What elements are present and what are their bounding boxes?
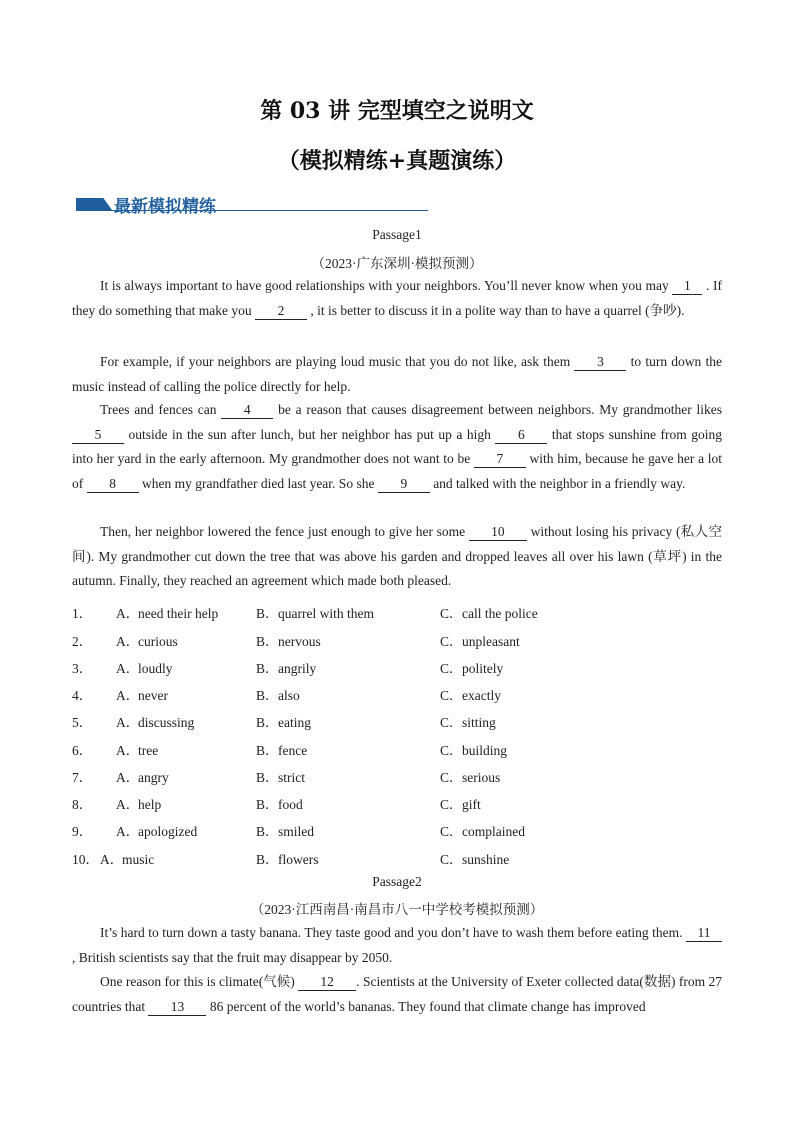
- option-text: eating: [278, 715, 311, 730]
- passage1-paragraph-3: [72, 398, 722, 496]
- passage1-paragraph-1: [72, 274, 722, 323]
- option-text: angry: [138, 770, 169, 785]
- option-text: apologized: [138, 824, 198, 839]
- blank-6: 6: [495, 427, 547, 444]
- paragraph-text: without losing his privacy (私人空间). My grandmother cut down the tree that was above his garden and dropped leaves all over his lawn (草坪) in the autumn. Finally, they reached an agreement which made both pleased.: [72, 524, 722, 588]
- option-letter: C．: [440, 770, 463, 785]
- option-text: serious: [462, 770, 501, 785]
- paragraph-text: Then, her neighbor lowered the fence just enough to give her some: [100, 524, 469, 539]
- option-row: [72, 820, 722, 840]
- passage2-source: （2023·江西南昌·南昌市八一中学校考模拟预测）: [250, 902, 544, 917]
- option-row: [72, 739, 722, 759]
- option-text: flowers: [278, 852, 319, 867]
- blank-3: 3: [574, 354, 626, 371]
- option-c[interactable]: [440, 739, 507, 759]
- option-row: [72, 602, 722, 622]
- paragraph-text: For example, if your neighbors are playing loud music that you do not like, ask them: [100, 354, 575, 369]
- option-number: 4．: [72, 688, 93, 703]
- option-text: call the police: [462, 606, 538, 621]
- option-c[interactable]: [440, 711, 496, 731]
- option-c[interactable]: [440, 602, 538, 622]
- option-row: [72, 766, 722, 786]
- paragraph-text: when my grandfather died last year. So she: [138, 475, 378, 491]
- option-letter: C．: [440, 852, 463, 867]
- blank-2: 2: [255, 303, 307, 320]
- option-text: angrily: [278, 661, 317, 676]
- paragraph-text: It’s hard to turn down a tasty banana. They taste good and you don’t have to wash them before eating them.: [100, 925, 686, 940]
- option-text: sitting: [462, 715, 496, 730]
- option-c[interactable]: [440, 766, 500, 786]
- option-letter: B．: [256, 661, 279, 676]
- option-number: 9．: [72, 824, 93, 839]
- banner-flag-icon: [76, 198, 112, 210]
- paragraph-text: outside in the sun after lunch, but her neighbor has put up a high: [124, 426, 496, 442]
- paragraph-text: to turn down the music instead of calling the police directly for help.: [72, 354, 722, 394]
- blank-8: 8: [87, 476, 139, 493]
- option-c[interactable]: [440, 848, 509, 868]
- option-c[interactable]: [440, 793, 481, 813]
- paragraph-text: It is always important to have good relationships with your neighbors. You’ll never know when you may: [100, 278, 673, 293]
- paragraph-text: . If they do something that make you: [72, 278, 722, 318]
- option-letter: C．: [440, 606, 463, 621]
- option-letter: B．: [256, 634, 279, 649]
- option-b[interactable]: [256, 793, 303, 813]
- option-letter: A．: [116, 661, 140, 676]
- passage1-heading: Passage1: [372, 227, 422, 242]
- option-b[interactable]: [256, 657, 316, 677]
- option-letter: C．: [440, 688, 463, 703]
- option-text: politely: [462, 661, 504, 676]
- option-letter: A．: [116, 824, 140, 839]
- blank-4: 4: [221, 402, 273, 419]
- blank-1: 1: [672, 278, 702, 295]
- option-letter: B．: [256, 688, 279, 703]
- option-text: sunshine: [462, 852, 510, 867]
- option-row: [72, 630, 722, 650]
- option-b[interactable]: [256, 630, 321, 650]
- paragraph-text: that stops sunshine from going into her yard in the early afternoon. My grandmother does not want to be: [72, 426, 722, 466]
- option-letter: A．: [116, 770, 140, 785]
- paragraph-text: , it is better to discuss it in a polite way than to have a quarrel (争吵).: [306, 302, 685, 318]
- option-a[interactable]: [116, 820, 197, 840]
- option-b[interactable]: [256, 602, 374, 622]
- option-letter: C．: [440, 634, 463, 649]
- paragraph-text: One reason for this is climate(气候): [100, 974, 299, 989]
- option-number: 3．: [72, 661, 93, 676]
- passage1-paragraph-4: [72, 520, 722, 594]
- option-number: 8．: [72, 797, 93, 812]
- page-subtitle: （模拟精练+真题演练）: [277, 148, 517, 174]
- option-number: 6．: [72, 743, 93, 758]
- option-text: tree: [138, 743, 159, 758]
- option-text: fence: [278, 743, 308, 758]
- option-text: gift: [462, 797, 481, 812]
- page-title: 第 03 讲 完型填空之说明文: [260, 98, 534, 124]
- option-letter: C．: [440, 661, 463, 676]
- passage1-paragraph-2: [72, 350, 722, 399]
- option-letter: B．: [256, 606, 279, 621]
- option-number: 1．: [72, 606, 93, 621]
- section-banner: [76, 192, 428, 216]
- blank-10: 10: [469, 524, 527, 541]
- option-text: discussing: [138, 715, 195, 730]
- option-row: [72, 684, 722, 704]
- option-text: music: [122, 852, 155, 867]
- option-letter: A．: [116, 715, 140, 730]
- paragraph-text: be a reason that causes disagreement between neighbors. My grandmother likes: [273, 402, 722, 417]
- option-row: [72, 657, 722, 677]
- option-letter: B．: [256, 715, 279, 730]
- option-b[interactable]: [256, 820, 314, 840]
- option-a[interactable]: [116, 739, 158, 759]
- option-letter: A．: [116, 688, 140, 703]
- passage1-source: （2023·广东深圳·模拟预测）: [311, 256, 483, 271]
- option-row: [72, 711, 722, 731]
- option-letter: B．: [256, 852, 279, 867]
- option-text: strict: [278, 770, 305, 785]
- option-a[interactable]: [116, 711, 194, 731]
- option-c[interactable]: [440, 657, 503, 677]
- option-letter: B．: [256, 770, 279, 785]
- paragraph-text: with him, because he gave her a lot of: [72, 451, 723, 491]
- option-a[interactable]: [116, 684, 168, 704]
- paragraph-text: , British scientists say that the fruit may disappear by 2050.: [72, 949, 393, 965]
- blank-13: 13: [148, 999, 206, 1016]
- option-text: need their help: [138, 606, 219, 621]
- option-text: food: [278, 797, 303, 812]
- option-letter: A．: [116, 606, 140, 621]
- section-label: 最新模拟精练: [114, 197, 216, 217]
- option-c[interactable]: [440, 630, 520, 650]
- option-text: exactly: [462, 688, 501, 703]
- option-text: unpleasant: [462, 634, 520, 649]
- paragraph-text: Trees and fences can: [100, 402, 222, 417]
- option-text: curious: [138, 634, 178, 649]
- paragraph-text: . Scientists at the University of Exeter collected data(数据) from 27 countries that: [72, 974, 723, 1014]
- passage2-heading: Passage2: [372, 874, 422, 889]
- option-number: 5．: [72, 715, 93, 730]
- paragraph-text: 86 percent of the world’s bananas. They found that climate change has improved: [206, 998, 646, 1014]
- paragraph-text: and talked with the neighbor in a friendly way.: [429, 475, 686, 491]
- passage2-paragraph-1: [72, 921, 722, 970]
- option-letter: C．: [440, 743, 463, 758]
- blank-5: 5: [72, 427, 124, 444]
- passage2-paragraph-2: [72, 970, 722, 1019]
- option-b[interactable]: [256, 684, 300, 704]
- blank-12: 12: [298, 974, 356, 991]
- option-text: loudly: [138, 661, 173, 676]
- option-letter: B．: [256, 743, 279, 758]
- option-text: smiled: [278, 824, 314, 839]
- option-text: never: [138, 688, 168, 703]
- option-letter: C．: [440, 824, 463, 839]
- option-number: 7．: [72, 770, 93, 785]
- option-letter: A．: [116, 634, 140, 649]
- option-letter: A．: [116, 797, 140, 812]
- option-text: also: [278, 688, 300, 703]
- option-c[interactable]: [440, 820, 525, 840]
- option-a[interactable]: [116, 766, 169, 786]
- option-a[interactable]: [116, 630, 178, 650]
- option-text: nervous: [278, 634, 321, 649]
- option-letter: B．: [256, 797, 279, 812]
- option-text: building: [462, 743, 508, 758]
- option-a[interactable]: [116, 657, 173, 677]
- option-c[interactable]: [440, 684, 501, 704]
- blank-7: 7: [474, 451, 526, 468]
- option-row: [72, 793, 722, 813]
- option-text: complained: [462, 824, 525, 839]
- option-a[interactable]: [100, 848, 154, 868]
- option-b[interactable]: [256, 766, 305, 786]
- option-b[interactable]: [256, 711, 311, 731]
- blank-9: 9: [378, 476, 430, 493]
- blank-11: 11: [686, 925, 722, 942]
- option-letter: C．: [440, 715, 463, 730]
- option-number: 10．: [72, 852, 99, 867]
- option-b[interactable]: [256, 739, 307, 759]
- option-letter: A．: [100, 852, 124, 867]
- option-text: help: [138, 797, 162, 812]
- option-letter: A．: [116, 743, 140, 758]
- option-letter: C．: [440, 797, 463, 812]
- option-number: 2．: [72, 634, 93, 649]
- option-a[interactable]: [116, 602, 218, 622]
- option-text: quarrel with them: [278, 606, 374, 621]
- option-row: [72, 848, 722, 868]
- option-b[interactable]: [256, 848, 319, 868]
- option-a[interactable]: [116, 793, 161, 813]
- option-letter: B．: [256, 824, 279, 839]
